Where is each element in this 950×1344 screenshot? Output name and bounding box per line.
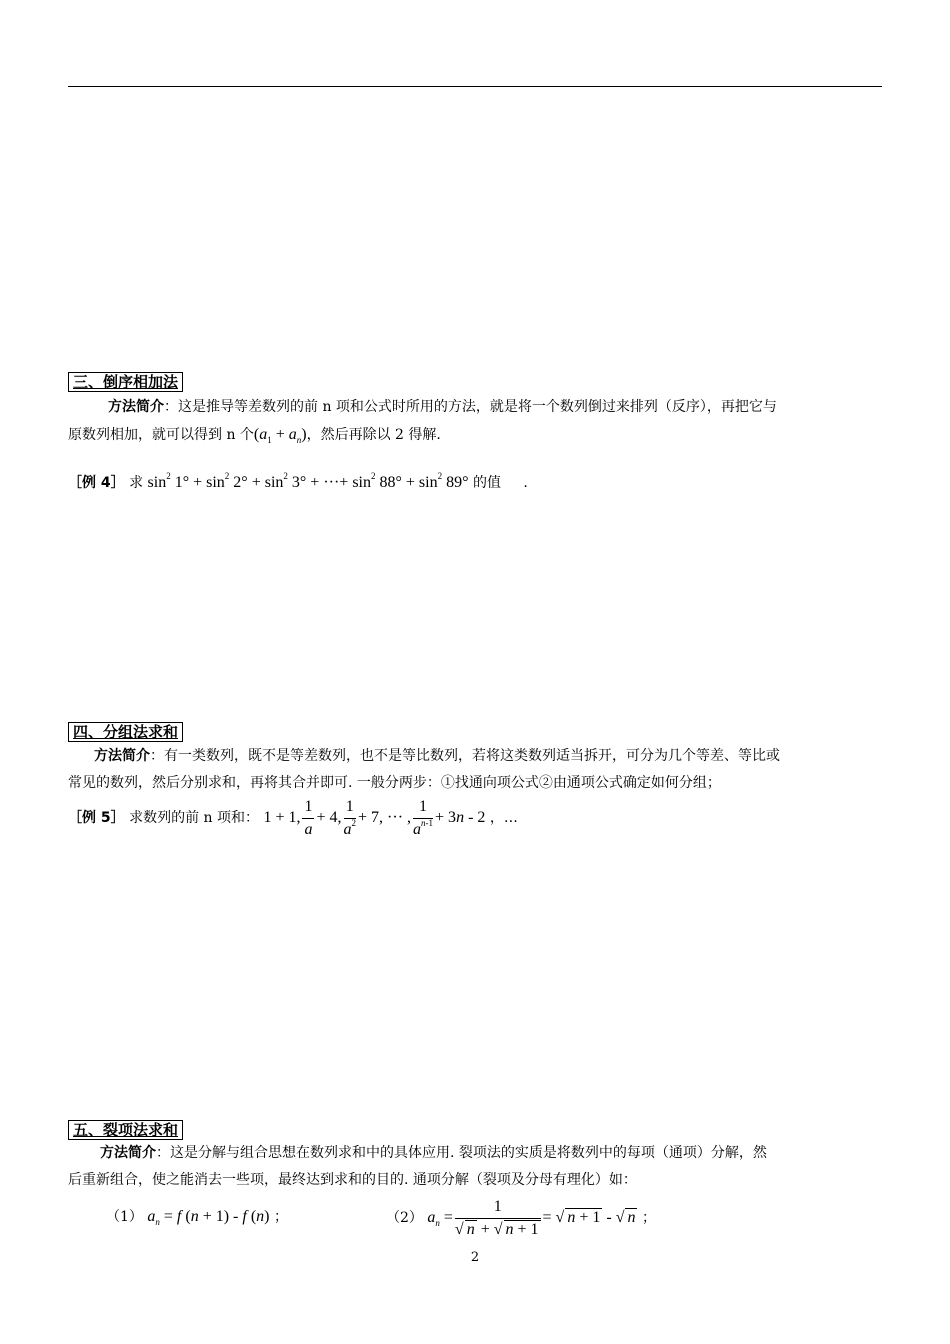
example-4 — [68, 472, 528, 492]
section3-method-paragraph — [68, 394, 882, 449]
header-rule — [68, 86, 882, 87]
section5-method-paragraph — [68, 1140, 882, 1194]
method-text: ：这是推导等差数列的前 n 项和公式时所用的方法，就是将一个数列倒过来排列（反序），再把它与 — [164, 399, 777, 415]
method-label: 方法简介 — [94, 748, 150, 764]
item-label: （2） — [386, 1210, 423, 1227]
item-label: （1） — [106, 1209, 143, 1225]
split-formula-1: （1） $a_n = f$ (n + 1) - f (n) ； — [106, 1208, 288, 1227]
example-label: ［例 4］ — [68, 475, 125, 491]
example-5 — [68, 796, 518, 841]
example-suffix: ，… — [489, 810, 518, 827]
section-heading-reverse-add: 三、倒序相加法 — [68, 372, 183, 392]
formula-a1-plus-an: $(a_1 + a_n)$ — [253, 426, 307, 445]
example-suffix: 的值 — [472, 475, 501, 491]
method-text: 后重新组合，使之能消去一些项，最终达到求和的目的. 通项分解（裂项及分母有理化）如： — [68, 1172, 637, 1188]
split-formula-2: （2） $a_n$ = $\frac{1}{√ n + √ n + 1}$ = √ n + 1 - √ n ； — [386, 1198, 656, 1238]
example-end: . — [523, 475, 528, 491]
method-text: ：这是分解与组合思想在数列求和中的具体应用. 裂项法的实质是将数列中的每项（通项）分解，然 — [156, 1145, 767, 1161]
page-number: 2 — [470, 1250, 480, 1265]
formula-grouped-sequence: 1 + 1, $\frac{1}{a}$ + 4, $\frac{1}{a^2}$ + 7, ··· , $\frac{1}{a^{n-1}}$ + 3n - 2 — [263, 798, 486, 838]
formula-sin-squared-sum: $\sin^2 1^\circ + \sin^2 2^\circ + \sin^2 3^\circ$ + ···+ $\sin^2 88^\circ + \sin^2 89^\circ$ — [147, 471, 469, 491]
method-text: 常见的数列，然后分别求和，再将其合并即可. 一般分两步：①找通向项公式②由通项公式确定如何分组； — [68, 775, 721, 791]
method-label: 方法简介 — [100, 1145, 156, 1161]
formula-an-f-difference: $a_n = f$ (n + 1) - f (n) — [147, 1208, 270, 1227]
method-text: ，然后再除以 2 得解. — [306, 427, 441, 443]
method-label: 方法简介 — [108, 399, 164, 415]
formula-an-sqrt-rationalize: $a_n$ = $\frac{1}{√ n + √ n + 1}$ = √ n + 1 - √ n — [427, 1198, 636, 1238]
section4-method-paragraph — [68, 743, 882, 797]
example-prefix: 求数列的前 n 项和： — [129, 810, 259, 827]
example-label: ［例 5］ — [68, 810, 125, 827]
method-text: ：有一类数列，既不是等差数列，也不是等比数列，若将这类数列适当拆开，可分为几个等差、等比或 — [150, 748, 780, 764]
example-prefix: 求 — [129, 475, 144, 491]
section-heading-split-term: 五、裂项法求和 — [68, 1120, 183, 1140]
method-text: 原数列相加，就可以得到 n 个 — [68, 427, 254, 443]
section-heading-grouping: 四、分组法求和 — [68, 722, 183, 742]
